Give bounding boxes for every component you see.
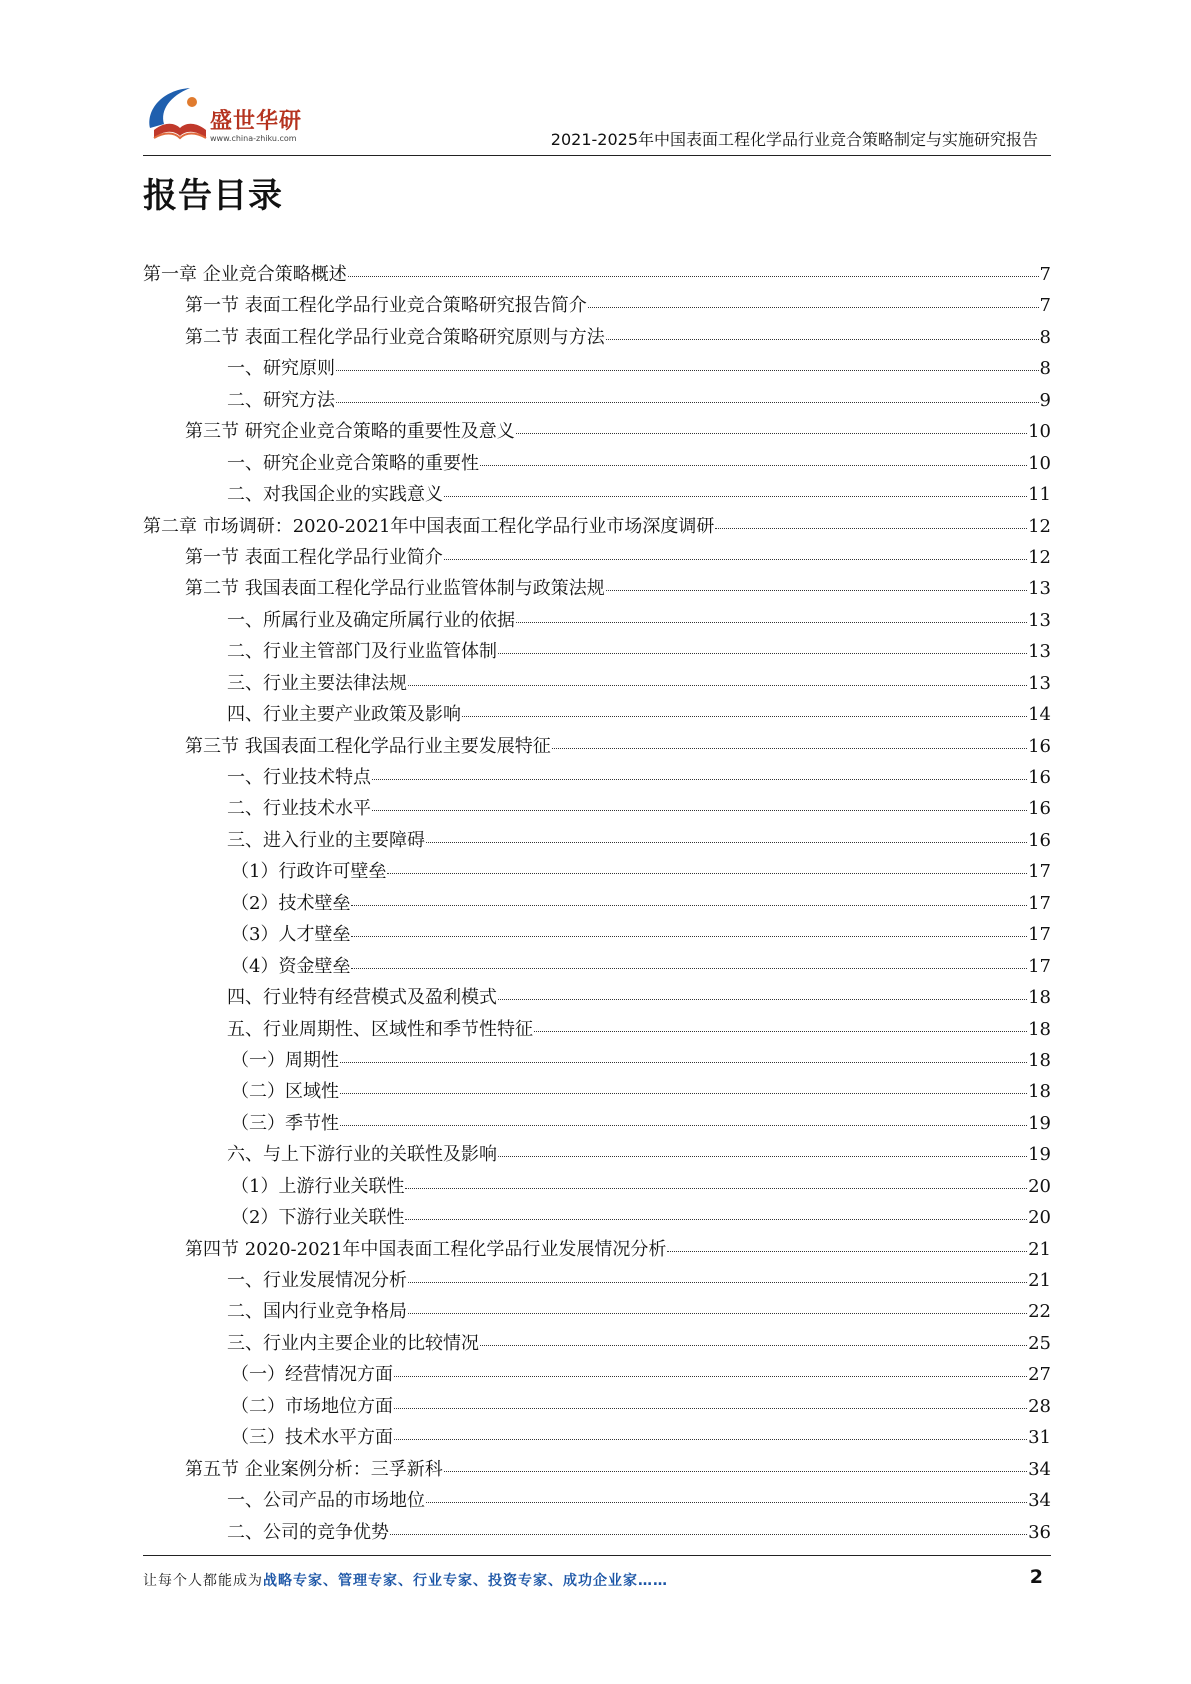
open-book-swoosh-icon <box>140 80 210 150</box>
toc-entry-page: 31 <box>1028 1427 1051 1449</box>
toc-dot-leader <box>405 1184 1027 1189</box>
toc-entry-page: 34 <box>1028 1490 1051 1512</box>
toc-entry-page: 7 <box>1039 295 1051 317</box>
toc-entry-title: 三、行业主要法律法规 <box>227 672 407 694</box>
toc-entry-title: 第一节 表面工程化学品行业竞合策略研究报告简介 <box>185 295 587 317</box>
toc-entry-title: 二、对我国企业的实践意义 <box>227 484 443 506</box>
toc-entry[interactable] <box>143 479 1051 510</box>
toc-entry-title: （一）周期性 <box>231 1049 339 1071</box>
toc-dot-leader <box>444 555 1027 560</box>
toc-entry[interactable] <box>143 1296 1051 1327</box>
toc-entry-page: 17 <box>1028 861 1051 883</box>
toc-entry[interactable] <box>143 1202 1051 1233</box>
toc-entry[interactable] <box>143 1328 1051 1359</box>
toc-entry-page: 19 <box>1028 1144 1051 1166</box>
toc-dot-leader <box>408 1278 1027 1283</box>
toc-entry[interactable] <box>143 1422 1051 1453</box>
toc-entry[interactable] <box>143 1171 1051 1202</box>
toc-dot-leader <box>348 272 1039 277</box>
toc-entry[interactable] <box>143 1485 1051 1516</box>
toc-dot-leader <box>516 618 1027 623</box>
toc-entry[interactable] <box>143 511 1051 542</box>
toc-dot-leader <box>462 712 1027 717</box>
toc-entry-page: 34 <box>1028 1458 1051 1480</box>
toc-entry-title: 第三节 我国表面工程化学品行业主要发展特征 <box>185 735 551 757</box>
toc-entry[interactable] <box>143 1108 1051 1139</box>
toc-entry[interactable] <box>143 1045 1051 1076</box>
toc-entry[interactable] <box>143 1454 1051 1485</box>
toc-entry[interactable] <box>143 636 1051 667</box>
toc-entry-title: 二、国内行业竞争格局 <box>227 1301 407 1323</box>
toc-dot-leader <box>394 1372 1027 1377</box>
footer-slogan <box>143 1570 668 1590</box>
toc-entry-page: 13 <box>1028 609 1051 631</box>
toc-dot-leader <box>516 429 1027 434</box>
table-of-contents <box>143 259 1051 1548</box>
toc-entry-page: 9 <box>1039 389 1051 411</box>
toc-entry-page: 18 <box>1028 1018 1051 1040</box>
toc-dot-leader <box>552 744 1027 749</box>
toc-entry[interactable] <box>143 668 1051 699</box>
toc-entry[interactable] <box>143 1014 1051 1045</box>
toc-entry-page: 10 <box>1028 421 1051 443</box>
toc-dot-leader <box>387 869 1027 874</box>
toc-entry[interactable] <box>143 919 1051 950</box>
toc-entry-title: 第二节 表面工程化学品行业竞合策略研究原则与方法 <box>185 326 605 348</box>
report-title: 2021-2025年中国表面工程化学品行业竞合策略制定与实施研究报告 <box>550 130 1038 149</box>
toc-entry-page: 17 <box>1028 892 1051 914</box>
toc-dot-leader <box>444 1467 1027 1472</box>
toc-dot-leader <box>372 806 1027 811</box>
toc-entry-page: 11 <box>1028 484 1051 506</box>
toc-dot-leader <box>336 398 1039 403</box>
toc-entry-title: 一、公司产品的市场地位 <box>227 1490 425 1512</box>
toc-entry-title: 第四节 2020-2021年中国表面工程化学品行业发展情况分析 <box>185 1238 667 1260</box>
toc-entry-title: （三）技术水平方面 <box>231 1427 393 1449</box>
toc-entry[interactable] <box>143 542 1051 573</box>
toc-dot-leader <box>588 303 1039 308</box>
toc-entry-page: 16 <box>1028 735 1051 757</box>
toc-dot-leader <box>480 461 1027 466</box>
toc-entry-page: 16 <box>1028 767 1051 788</box>
toc-entry[interactable] <box>143 1359 1051 1390</box>
toc-dot-leader <box>351 932 1027 937</box>
toc-entry-title: （3）人才壁垒 <box>231 924 351 946</box>
toc-entry[interactable] <box>143 888 1051 919</box>
header-divider <box>143 155 1051 156</box>
toc-dot-leader <box>351 901 1027 906</box>
toc-entry-page: 12 <box>1028 546 1051 568</box>
toc-entry-page: 19 <box>1028 1112 1051 1134</box>
toc-entry[interactable] <box>143 699 1051 730</box>
toc-entry-page: 27 <box>1028 1364 1051 1386</box>
toc-entry-page: 28 <box>1028 1395 1051 1417</box>
toc-entry[interactable] <box>143 353 1051 384</box>
toc-entry-title: 第一节 表面工程化学品行业简介 <box>185 546 443 568</box>
toc-entry-title: 二、公司的竞争优势 <box>227 1521 389 1543</box>
toc-entry-page: 13 <box>1028 578 1051 600</box>
toc-entry-page: 18 <box>1028 1049 1051 1071</box>
toc-entry-title: 四、行业主要产业政策及影响 <box>227 704 461 726</box>
toc-entry-page: 13 <box>1028 672 1051 694</box>
toc-entry[interactable] <box>143 793 1051 824</box>
toc-entry-title: 六、与上下游行业的关联性及影响 <box>227 1144 497 1166</box>
toc-dot-leader <box>606 335 1039 340</box>
toc-entry-page: 21 <box>1028 1238 1051 1260</box>
footer-divider <box>143 1555 1051 1556</box>
toc-dot-leader <box>394 1435 1027 1440</box>
toc-dot-leader <box>340 1121 1027 1126</box>
logo-name: 盛世华研 <box>210 109 303 134</box>
toc-entry-title: 二、行业主管部门及行业监管体制 <box>227 641 497 663</box>
toc-entry-title: （2）下游行业关联性 <box>231 1207 405 1229</box>
toc-entry-page: 16 <box>1028 829 1051 851</box>
toc-entry-title: 五、行业周期性、区域性和季节性特征 <box>227 1018 533 1040</box>
toc-entry-title: 一、行业技术特点 <box>227 767 371 788</box>
toc-entry-title: （三）季节性 <box>231 1112 339 1134</box>
toc-entry-page: 18 <box>1028 987 1051 1009</box>
toc-dot-leader <box>340 1058 1027 1063</box>
toc-entry-title: （二）市场地位方面 <box>231 1395 393 1417</box>
page-title: 报告目录 <box>143 176 283 216</box>
toc-entry-page: 8 <box>1039 358 1051 380</box>
toc-entry-title: 一、研究原则 <box>227 358 335 380</box>
toc-entry[interactable] <box>143 731 1051 762</box>
toc-entry-page: 10 <box>1028 452 1051 474</box>
toc-entry-title: 二、行业技术水平 <box>227 798 371 820</box>
toc-dot-leader <box>394 1404 1027 1409</box>
toc-entry[interactable] <box>143 825 1051 856</box>
toc-entry[interactable] <box>143 448 1051 479</box>
toc-entry-title: （一）经营情况方面 <box>231 1364 393 1386</box>
toc-entry-title: 二、研究方法 <box>227 389 335 411</box>
toc-dot-leader <box>444 492 1027 497</box>
toc-entry-title: 四、行业特有经营模式及盈利模式 <box>227 987 497 1009</box>
toc-entry-page: 18 <box>1028 1081 1051 1103</box>
toc-entry-title: （1）上游行业关联性 <box>231 1175 405 1197</box>
toc-entry-title: （1）行政许可壁垒 <box>231 861 387 883</box>
toc-entry[interactable] <box>143 856 1051 887</box>
toc-entry[interactable] <box>143 322 1051 353</box>
toc-dot-leader <box>498 1152 1027 1157</box>
toc-entry-page: 36 <box>1028 1521 1051 1543</box>
toc-dot-leader <box>336 366 1039 371</box>
toc-dot-leader <box>372 775 1027 780</box>
toc-dot-leader <box>351 964 1027 969</box>
toc-entry[interactable] <box>143 982 1051 1013</box>
company-logo <box>140 80 330 150</box>
toc-entry[interactable] <box>143 385 1051 416</box>
toc-entry-page: 16 <box>1028 798 1051 820</box>
toc-dot-leader <box>426 838 1027 843</box>
toc-entry-page: 14 <box>1028 704 1051 726</box>
toc-dot-leader <box>715 524 1027 529</box>
logo-url: www.china-zhiku.com <box>210 134 297 143</box>
toc-entry-page: 8 <box>1039 326 1051 348</box>
toc-dot-leader <box>426 1498 1027 1503</box>
toc-entry-page: 20 <box>1028 1175 1051 1197</box>
toc-dot-leader <box>390 1530 1027 1535</box>
toc-entry[interactable] <box>143 416 1051 447</box>
toc-entry-title: 一、研究企业竞合策略的重要性 <box>227 452 479 474</box>
toc-entry-page: 13 <box>1028 641 1051 663</box>
toc-dot-leader <box>534 1027 1027 1032</box>
toc-entry-page: 22 <box>1028 1301 1051 1323</box>
toc-dot-leader <box>408 1309 1027 1314</box>
slogan-accent: 战略专家、管理专家、行业专家、投资专家、成功企业家…… <box>263 1573 668 1589</box>
toc-entry-title: 一、行业发展情况分析 <box>227 1270 407 1291</box>
toc-entry-page: 17 <box>1028 955 1051 977</box>
toc-entry-title: （二）区域性 <box>231 1081 339 1103</box>
toc-dot-leader <box>480 1341 1027 1346</box>
toc-entry-title: 一、所属行业及确定所属行业的依据 <box>227 609 515 631</box>
toc-entry[interactable] <box>143 1076 1051 1107</box>
toc-entry-title: 第二节 我国表面工程化学品行业监管体制与政策法规 <box>185 578 605 600</box>
toc-entry-title: 三、进入行业的主要障碍 <box>227 829 425 851</box>
toc-entry-page: 25 <box>1028 1332 1051 1354</box>
toc-dot-leader <box>498 995 1027 1000</box>
toc-entry-title: 第一章 企业竞合策略概述 <box>143 264 347 285</box>
toc-entry-page: 21 <box>1028 1270 1051 1291</box>
toc-entry-title: 第五节 企业案例分析：三孚新科 <box>185 1458 443 1480</box>
toc-entry-title: 第二章 市场调研：2020-2021年中国表面工程化学品行业市场深度调研 <box>143 515 715 537</box>
toc-dot-leader <box>340 1089 1027 1094</box>
slogan-lead: 让每个人都能成为 <box>143 1573 263 1589</box>
toc-entry-page: 17 <box>1028 924 1051 946</box>
toc-entry[interactable] <box>143 573 1051 604</box>
toc-entry[interactable] <box>143 290 1051 321</box>
toc-entry[interactable] <box>143 951 1051 982</box>
toc-entry-page: 20 <box>1028 1207 1051 1229</box>
page-number: 2 <box>1029 1566 1043 1588</box>
toc-dot-leader <box>408 681 1027 686</box>
toc-entry[interactable] <box>143 605 1051 636</box>
toc-entry-title: （2）技术壁垒 <box>231 892 351 914</box>
page-header <box>0 0 1191 160</box>
toc-dot-leader <box>498 649 1027 654</box>
toc-entry-title: 三、行业内主要企业的比较情况 <box>227 1332 479 1354</box>
toc-entry[interactable] <box>143 1234 1051 1265</box>
toc-entry[interactable] <box>143 259 1051 290</box>
toc-dot-leader <box>405 1215 1027 1220</box>
toc-entry-title: （4）资金壁垒 <box>231 955 351 977</box>
toc-entry[interactable] <box>143 1139 1051 1170</box>
toc-entry[interactable] <box>143 762 1051 793</box>
toc-dot-leader <box>667 1247 1027 1252</box>
toc-entry-title: 第三节 研究企业竞合策略的重要性及意义 <box>185 421 515 443</box>
toc-entry[interactable] <box>143 1391 1051 1422</box>
toc-entry-page: 12 <box>1028 515 1051 537</box>
toc-entry[interactable] <box>143 1265 1051 1296</box>
toc-entry-page: 7 <box>1039 264 1051 285</box>
toc-entry[interactable] <box>143 1517 1051 1548</box>
toc-dot-leader <box>606 586 1027 591</box>
